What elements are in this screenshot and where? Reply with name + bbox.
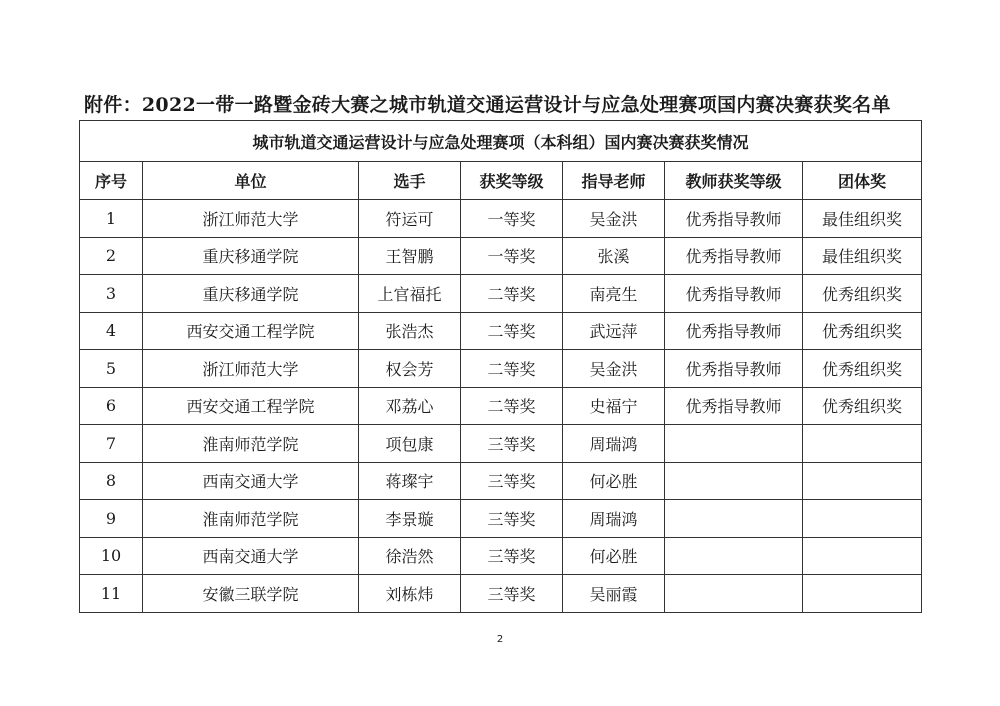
cell-contestant: 徐浩然 [359,537,461,575]
cell-team-award: 优秀组织奖 [803,387,922,425]
table-row [80,275,922,313]
cell-award-level: 二等奖 [461,387,563,425]
table-row [80,575,922,613]
table-row [80,237,922,275]
header-contestant: 选手 [359,162,461,200]
header-unit: 单位 [143,162,359,200]
cell-advisor: 武远萍 [563,312,665,350]
cell-contestant: 权会芳 [359,350,461,388]
cell-unit: 淮南师范学院 [143,425,359,463]
cell-team-award: 优秀组织奖 [803,312,922,350]
cell-teacher-award: 优秀指导教师 [665,237,803,275]
table-row [80,500,922,538]
cell-contestant: 符运可 [359,200,461,238]
cell-team-award [803,537,922,575]
table-row [80,387,922,425]
table-row [80,462,922,500]
page-number: 2 [496,634,504,645]
table-row [80,537,922,575]
document-title: 附件：2022一带一路暨金砖大赛之城市轨道交通运营设计与应急处理赛项国内赛决赛获奖名单 [84,94,891,116]
cell-advisor: 吴金洪 [563,200,665,238]
cell-index: 2 [80,237,143,275]
cell-teacher-award: 优秀指导教师 [665,200,803,238]
cell-team-award [803,425,922,463]
cell-team-award: 优秀组织奖 [803,350,922,388]
cell-unit: 浙江师范大学 [143,350,359,388]
cell-advisor: 何必胜 [563,462,665,500]
cell-award-level: 二等奖 [461,275,563,313]
cell-contestant: 李景璇 [359,500,461,538]
cell-advisor: 南亮生 [563,275,665,313]
cell-teacher-award: 优秀指导教师 [665,350,803,388]
cell-unit: 淮南师范学院 [143,500,359,538]
cell-unit: 重庆移通学院 [143,275,359,313]
cell-teacher-award: 优秀指导教师 [665,312,803,350]
header-team-award: 团体奖 [803,162,922,200]
cell-contestant: 项包康 [359,425,461,463]
cell-index: 3 [80,275,143,313]
table-row [80,425,922,463]
cell-advisor: 吴金洪 [563,350,665,388]
table-caption: 城市轨道交通运营设计与应急处理赛项（本科组）国内赛决赛获奖情况 [80,121,922,162]
cell-advisor: 周瑞鸿 [563,425,665,463]
cell-unit: 西南交通大学 [143,462,359,500]
cell-unit: 浙江师范大学 [143,200,359,238]
cell-unit: 西安交通工程学院 [143,312,359,350]
cell-team-award [803,500,922,538]
cell-index: 6 [80,387,143,425]
table-row [80,312,922,350]
cell-award-level: 三等奖 [461,425,563,463]
cell-teacher-award [665,462,803,500]
cell-award-level: 一等奖 [461,200,563,238]
cell-index: 9 [80,500,143,538]
cell-index: 1 [80,200,143,238]
cell-award-level: 二等奖 [461,312,563,350]
cell-index: 7 [80,425,143,463]
cell-advisor: 何必胜 [563,537,665,575]
cell-award-level: 三等奖 [461,462,563,500]
cell-team-award: 最佳组织奖 [803,200,922,238]
table-row [80,200,922,238]
cell-team-award: 优秀组织奖 [803,275,922,313]
cell-award-level: 一等奖 [461,237,563,275]
cell-teacher-award: 优秀指导教师 [665,387,803,425]
table-caption-row [80,121,922,162]
cell-unit: 西安交通工程学院 [143,387,359,425]
cell-unit: 西南交通大学 [143,537,359,575]
cell-teacher-award [665,537,803,575]
cell-advisor: 吴丽霞 [563,575,665,613]
cell-teacher-award [665,575,803,613]
cell-index: 11 [80,575,143,613]
header-index: 序号 [80,162,143,200]
cell-team-award: 最佳组织奖 [803,237,922,275]
table-body [80,200,922,613]
cell-contestant: 刘栋炜 [359,575,461,613]
cell-index: 4 [80,312,143,350]
cell-advisor: 周瑞鸿 [563,500,665,538]
table-header-row [80,162,922,200]
cell-index: 8 [80,462,143,500]
cell-unit: 重庆移通学院 [143,237,359,275]
cell-index: 10 [80,537,143,575]
cell-team-award [803,575,922,613]
header-award-level: 获奖等级 [461,162,563,200]
cell-advisor: 史福宁 [563,387,665,425]
cell-index: 5 [80,350,143,388]
cell-teacher-award: 优秀指导教师 [665,275,803,313]
cell-contestant: 邓荔心 [359,387,461,425]
cell-contestant: 张浩杰 [359,312,461,350]
table-row [80,350,922,388]
cell-contestant: 蒋璨宇 [359,462,461,500]
award-table [79,120,922,613]
header-advisor: 指导老师 [563,162,665,200]
cell-teacher-award [665,500,803,538]
cell-teacher-award [665,425,803,463]
cell-unit: 安徽三联学院 [143,575,359,613]
header-teacher-award: 教师获奖等级 [665,162,803,200]
cell-contestant: 王智鹏 [359,237,461,275]
cell-contestant: 上官福托 [359,275,461,313]
cell-award-level: 三等奖 [461,575,563,613]
cell-advisor: 张溪 [563,237,665,275]
cell-award-level: 三等奖 [461,537,563,575]
cell-award-level: 三等奖 [461,500,563,538]
cell-team-award [803,462,922,500]
cell-award-level: 二等奖 [461,350,563,388]
